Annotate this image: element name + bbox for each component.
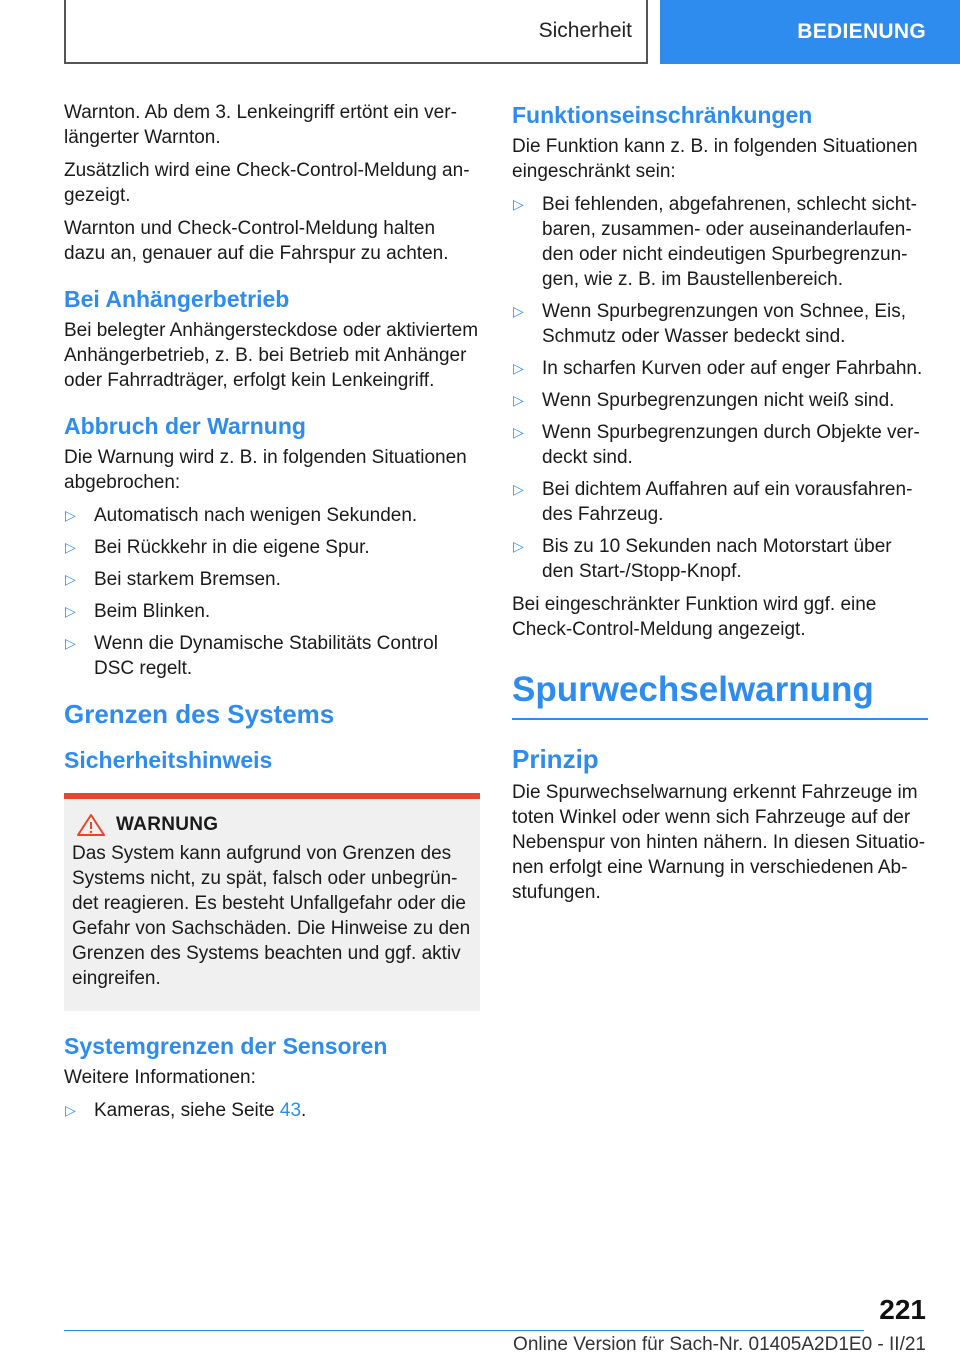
triangle-right-icon: ▷ [65, 539, 76, 555]
section-label: Sicherheit [538, 19, 632, 42]
list-item: ▷ Kameras, siehe Seite 43. [65, 1100, 307, 1121]
paragraph: Weitere Informationen: [64, 1067, 256, 1088]
warning-triangle-icon [76, 813, 106, 837]
left-column [64, 100, 480, 1131]
triangle-right-icon: ▷ [513, 303, 524, 319]
heading-anhaengerbetrieb: Bei Anhängerbetrieb [64, 286, 290, 312]
heading-abbruch: Abbruch der Warnung [64, 413, 306, 439]
triangle-right-icon: ▷ [513, 538, 524, 554]
list-item: ▷ Bis zu 10 Sekunden nach Motorstart über den Start-/Stopp-Knopf. [513, 536, 892, 582]
heading-grenzen: Grenzen des Systems [64, 699, 335, 729]
warning-box [64, 793, 480, 1011]
triangle-right-icon: ▷ [513, 196, 524, 212]
triangle-right-icon: ▷ [513, 392, 524, 408]
heading-spurwechselwarnung: Spurwechselwarnung [512, 666, 928, 720]
heading-funktionseinschraenkungen: Funktionseinschränkungen [512, 102, 813, 128]
warning-title: WARNUNG [116, 814, 219, 835]
triangle-right-icon: ▷ [65, 635, 76, 651]
list-item: ▷ Wenn Spurbegrenzungen von Schnee, Eis, Schmutz oder Wasser bedeckt sind. [513, 301, 907, 347]
page-number: 221 [879, 1294, 926, 1325]
heading-sicherheitshinweis: Sicherheitshinweis [64, 747, 273, 773]
right-column [512, 100, 928, 913]
list-item: ▷ Bei fehlenden, abgefahrenen, schlecht sichtbaren, zusammen- oder auseinanderlaufenden oder nicht eindeutigen Spurbegrenzungen, wie z. B. im Baustellenbereich. [513, 194, 917, 290]
list-item: ▷ Wenn die Dynamische Stabilitäts Control DSC regelt. [65, 633, 438, 679]
triangle-right-icon: ▷ [513, 360, 524, 376]
section-tab [64, 0, 648, 64]
warning-header [72, 813, 472, 837]
list-item: ▷ Beim Blinken. [65, 601, 211, 622]
paragraph: Bei eingeschränkter Funktion wird ggf. eine Check-Control-Meldung angezeigt. [512, 594, 877, 640]
triangle-right-icon: ▷ [65, 507, 76, 523]
triangle-right-icon: ▷ [65, 603, 76, 619]
list-item: ▷ Wenn Spurbegrenzungen durch Objekte verdeckt sind. [513, 422, 920, 468]
heading-prinzip: Prinzip [512, 744, 599, 774]
paragraph: Warnton. Ab dem 3. Lenkeingriff ertönt ein verlängerter Warnton. [64, 102, 457, 148]
chapter-label: BEDIENUNG [797, 20, 926, 43]
footer-text: Online Version für Sach-Nr. 01405A2D1E0 - II/21 [513, 1334, 926, 1355]
paragraph: Die Warnung wird z. B. in folgenden Situationen abgebrochen: [64, 447, 467, 493]
list-item: ▷ Bei dichtem Auffahren auf ein vorausfahrendes Fahrzeug. [513, 479, 913, 525]
warning-text: Das System kann aufgrund von Grenzen des Systems nicht, zu spät, falsch oder unbegründet reagieren. Es besteht Unfallgefahr oder die Gefahr von Sachschäden. Die Hinweise zu den Grenzen des Systems beachten und ggf. aktiv eingreifen. [72, 843, 471, 989]
paragraph: Warnton und Check-Control-Meldung halten dazu an, genauer auf die Fahrspur zu achten. [64, 218, 449, 264]
sensor-list [64, 1098, 480, 1123]
paragraph: Zusätzlich wird eine Check-Control-Meldung angezeigt. [64, 160, 470, 206]
list-item: ▷ Automatisch nach wenigen Sekunden. [65, 505, 418, 526]
list-item: ▷ Wenn Spurbegrenzungen nicht weiß sind. [513, 390, 895, 411]
triangle-right-icon: ▷ [65, 571, 76, 587]
paragraph: Bei belegter Anhängersteckdose oder aktiviertem Anhängerbetrieb, z. B. bei Betrieb mit Anhänger oder Fahrradträger, erfolgt kein Lenkeingriff. [64, 320, 479, 391]
paragraph: Die Funktion kann z. B. in folgenden Situationen eingeschränkt sein: [512, 136, 918, 182]
abbruch-list [64, 503, 480, 681]
footer-divider [64, 1330, 864, 1331]
funktion-list [512, 192, 928, 584]
list-item: ▷ In scharfen Kurven oder auf enger Fahrbahn. [513, 358, 923, 379]
triangle-right-icon: ▷ [65, 1102, 76, 1118]
triangle-right-icon: ▷ [513, 481, 524, 497]
chapter-tab [660, 0, 960, 64]
paragraph: Die Spurwechselwarnung erkennt Fahrzeuge im toten Winkel oder wenn sich Fahrzeuge auf der Nebenspur von hinten nähern. In diesen Situationen erfolgt eine Warnung in verschiedenen Abstufungen. [512, 782, 926, 903]
list-item: ▷ Bei starkem Bremsen. [65, 569, 281, 590]
heading-sensoren: Systemgrenzen der Sensoren [64, 1033, 388, 1059]
triangle-right-icon: ▷ [513, 424, 524, 440]
list-item: ▷ Bei Rückkehr in die eigene Spur. [65, 537, 370, 558]
page-link[interactable]: 43 [279, 1100, 302, 1121]
page-header [0, 0, 960, 66]
